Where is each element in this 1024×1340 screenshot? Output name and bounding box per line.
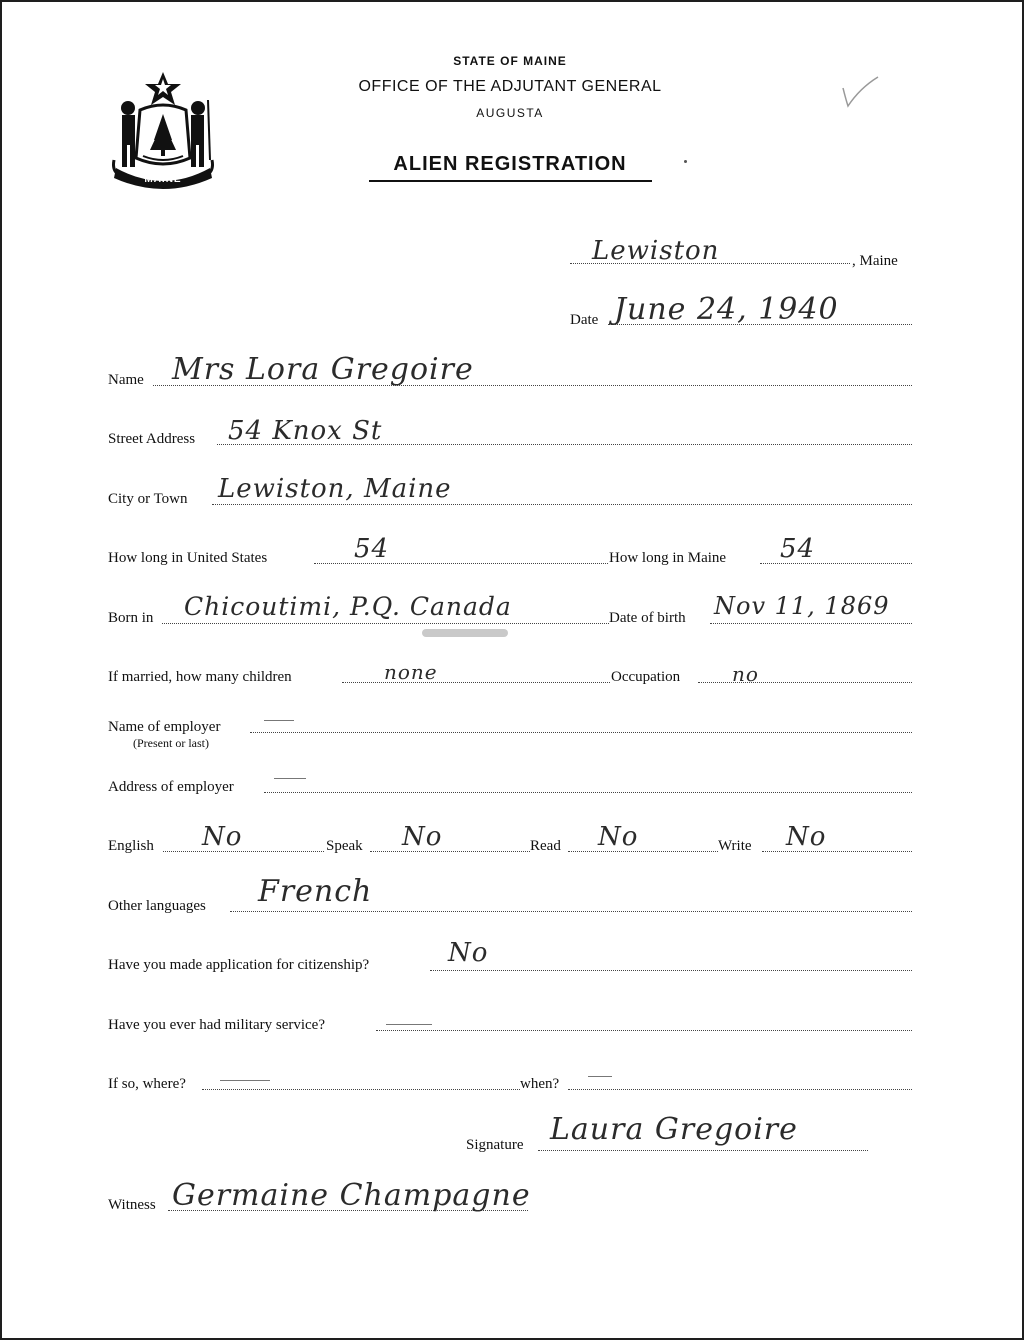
witness-value: Germaine Champagne	[172, 1178, 531, 1213]
witness-label: Witness	[108, 1197, 156, 1213]
citizenship-value: No	[448, 938, 489, 968]
read-line	[568, 851, 718, 852]
employer-name-dash	[264, 720, 294, 721]
children-line	[342, 682, 610, 683]
date-value: June 24, 1940	[614, 292, 839, 327]
when-dash	[588, 1076, 612, 1077]
other-languages-line	[230, 911, 912, 912]
speak-value: No	[402, 822, 443, 852]
date-of-birth-value: Nov 11, 1869	[714, 592, 890, 620]
speak-line	[370, 851, 530, 852]
english-label: English	[108, 838, 154, 854]
children-value: none	[384, 660, 438, 684]
street-address-value: 54 Knox St	[228, 416, 383, 446]
city-or-town-label: City or Town	[108, 491, 188, 507]
date-of-birth-label: Date of birth	[609, 610, 686, 626]
english-value: No	[202, 822, 243, 852]
city-or-town-value: Lewiston, Maine	[218, 474, 452, 504]
employer-address-dash	[274, 778, 306, 779]
ink-smudge	[422, 629, 508, 637]
military-dash	[386, 1024, 432, 1025]
when-line	[568, 1089, 912, 1090]
speak-label: Speak	[326, 838, 363, 854]
city-heading: AUGUSTA	[476, 106, 544, 120]
write-line	[762, 851, 912, 852]
employer-address-line	[264, 792, 912, 793]
when-label: when?	[520, 1076, 560, 1092]
signature-label: Signature	[466, 1137, 524, 1153]
how-long-us-value: 54	[354, 534, 390, 564]
office-heading: OFFICE OF THE ADJUTANT GENERAL	[358, 78, 662, 95]
state-heading: STATE OF MAINE	[453, 54, 567, 68]
how-long-maine-label: How long in Maine	[609, 550, 727, 566]
english-line	[163, 851, 324, 852]
if-so-where-dash	[220, 1080, 270, 1081]
town-value: Lewiston	[592, 236, 720, 266]
name-label: Name	[108, 372, 144, 388]
employer-name-label: Name of employer	[108, 719, 221, 735]
maine-label: , Maine	[852, 253, 898, 269]
occupation-value: no	[732, 662, 759, 686]
employer-address-label: Address of employer	[108, 779, 234, 795]
how-long-maine-value: 54	[780, 534, 816, 564]
read-label: Read	[530, 838, 561, 854]
name-value: Mrs Lora Gregoire	[172, 352, 474, 387]
title-underline	[369, 180, 652, 182]
employer-name-line	[250, 732, 912, 733]
employer-note: (Present or last)	[133, 736, 209, 750]
seal-text: MAINE	[144, 174, 182, 185]
military-line	[376, 1030, 912, 1031]
military-label: Have you ever had military service?	[108, 1017, 325, 1033]
read-value: No	[598, 822, 639, 852]
other-languages-value: French	[258, 874, 373, 909]
signature-value: Laura Gregoire	[550, 1112, 798, 1147]
citizenship-label: Have you made application for citizenship?	[108, 957, 370, 973]
children-label: If married, how many children	[108, 669, 292, 685]
born-in-value: Chicoutimi, P.Q. Canada	[184, 592, 512, 621]
date-of-birth-line	[710, 623, 912, 624]
occupation-line	[698, 682, 912, 683]
city-or-town-line	[212, 504, 912, 505]
write-value: No	[786, 822, 827, 852]
write-label: Write	[718, 838, 752, 854]
street-address-label: Street Address	[108, 431, 196, 447]
if-so-where-label: If so, where?	[108, 1076, 186, 1092]
born-in-label: Born in	[108, 610, 154, 626]
form-title: ALIEN REGISTRATION	[393, 153, 627, 175]
signature-line	[538, 1150, 868, 1151]
born-in-line	[162, 623, 609, 624]
occupation-label: Occupation	[611, 669, 681, 685]
how-long-us-label: How long in United States	[108, 550, 268, 566]
date-label: Date	[570, 312, 599, 328]
other-languages-label: Other languages	[108, 898, 206, 914]
if-so-where-line	[202, 1089, 520, 1090]
citizenship-line	[430, 970, 912, 971]
